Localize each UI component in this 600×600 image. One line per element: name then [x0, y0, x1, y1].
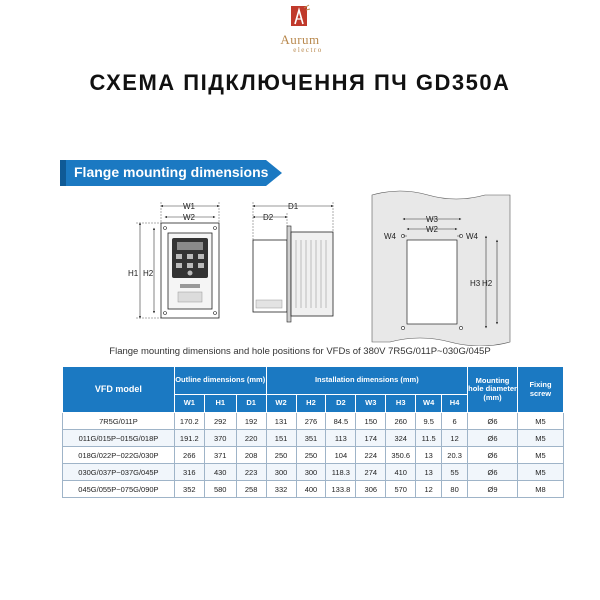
value-cell: 580 [204, 481, 236, 498]
model-cell: 011G/015P~015G/018P [63, 430, 175, 447]
value-cell: 224 [356, 447, 386, 464]
dimensions-table [62, 366, 564, 498]
sub-header-cell: W3 [356, 395, 386, 413]
logo-mark-icon [289, 4, 311, 28]
value-cell: 208 [236, 447, 266, 464]
table-row [63, 481, 564, 498]
value-cell: 274 [356, 464, 386, 481]
value-cell: 260 [386, 413, 416, 430]
front-view-drawing [136, 202, 219, 318]
sub-header-cell: W4 [416, 395, 442, 413]
value-cell: 300 [266, 464, 296, 481]
value-cell: 55 [442, 464, 468, 481]
sub-header-cell: W1 [174, 395, 204, 413]
value-cell: 170.2 [174, 413, 204, 430]
value-cell: 400 [296, 481, 326, 498]
value-cell: 316 [174, 464, 204, 481]
value-cell: 12 [442, 430, 468, 447]
value-cell: Ø6 [468, 464, 518, 481]
label-w3: W3 [426, 215, 438, 224]
value-cell: 133.8 [326, 481, 356, 498]
page-title: СХЕМА ПІДКЛЮЧЕННЯ ПЧ GD350A [89, 70, 511, 95]
value-cell: 13 [416, 464, 442, 481]
brand-name: Aurum [280, 32, 320, 47]
value-cell: 371 [204, 447, 236, 464]
sub-header-cell: D2 [326, 395, 356, 413]
header-fixing-screw: Fixing screw [517, 367, 563, 413]
label-w2: W2 [183, 213, 195, 222]
value-cell: 12 [416, 481, 442, 498]
label-h1: H1 [128, 269, 139, 278]
header-outline: Outline dimensions (mm) [174, 367, 266, 395]
brand-logo [0, 4, 600, 56]
value-cell: 80 [442, 481, 468, 498]
value-cell: 131 [266, 413, 296, 430]
value-cell: M5 [517, 413, 563, 430]
value-cell: 351 [296, 430, 326, 447]
label-h2: H2 [143, 269, 154, 278]
model-cell: 018G/022P~022G/030P [63, 447, 175, 464]
value-cell: M8 [517, 481, 563, 498]
header-installation: Installation dimensions (mm) [266, 367, 467, 395]
table-row [63, 413, 564, 430]
value-cell: 191.2 [174, 430, 204, 447]
value-cell: M5 [517, 447, 563, 464]
value-cell: Ø6 [468, 447, 518, 464]
dimension-drawings [0, 190, 600, 346]
value-cell: 430 [204, 464, 236, 481]
value-cell: 84.5 [326, 413, 356, 430]
value-cell: 113 [326, 430, 356, 447]
value-cell: M5 [517, 464, 563, 481]
label-d1: D1 [288, 202, 299, 211]
table-row [63, 464, 564, 481]
table-row [63, 447, 564, 464]
model-cell: 045G/055P~075G/090P [63, 481, 175, 498]
sub-header-cell: H4 [442, 395, 468, 413]
value-cell: 151 [266, 430, 296, 447]
value-cell: 174 [356, 430, 386, 447]
value-cell: 250 [296, 447, 326, 464]
value-cell: 324 [386, 430, 416, 447]
value-cell: 250 [266, 447, 296, 464]
label-w4-left: W4 [384, 232, 396, 241]
value-cell: 306 [356, 481, 386, 498]
value-cell: 118.3 [326, 464, 356, 481]
table-body [63, 413, 564, 498]
label-d2: D2 [263, 213, 274, 222]
value-cell: M5 [517, 430, 563, 447]
value-cell: 410 [386, 464, 416, 481]
label-w1: W1 [183, 202, 195, 211]
value-cell: 266 [174, 447, 204, 464]
value-cell: Ø6 [468, 430, 518, 447]
value-cell: 258 [236, 481, 266, 498]
value-cell: 9.5 [416, 413, 442, 430]
value-cell: 276 [296, 413, 326, 430]
model-cell: 030G/037P~037G/045P [63, 464, 175, 481]
label-w4-right: W4 [466, 232, 478, 241]
label-h2-cutout: H2 [482, 279, 493, 288]
value-cell: 6 [442, 413, 468, 430]
value-cell: 370 [204, 430, 236, 447]
table-row [63, 430, 564, 447]
value-cell: 11.5 [416, 430, 442, 447]
value-cell: 223 [236, 464, 266, 481]
label-h3: H3 [470, 279, 481, 288]
sub-header-cell: H1 [204, 395, 236, 413]
value-cell: 332 [266, 481, 296, 498]
figure-caption: Flange mounting dimensions and hole positions for VFDs of 380V 7R5G/011P~030G/045P [109, 346, 491, 357]
value-cell: 192 [236, 413, 266, 430]
sub-header-cell: D1 [236, 395, 266, 413]
value-cell: 300 [296, 464, 326, 481]
value-cell: 570 [386, 481, 416, 498]
header-mounting-hole: Mounting hole diameter (mm) [468, 367, 518, 413]
value-cell: 150 [356, 413, 386, 430]
label-w2-cutout: W2 [426, 225, 438, 234]
value-cell: 220 [236, 430, 266, 447]
value-cell: 292 [204, 413, 236, 430]
section-banner-title: Flange mounting dimensions [74, 164, 269, 180]
panel-cutout-drawing [372, 191, 510, 346]
value-cell: 20.3 [442, 447, 468, 464]
value-cell: 104 [326, 447, 356, 464]
sub-header-cell: H2 [296, 395, 326, 413]
header-vfd-model: VFD model [63, 367, 175, 413]
value-cell: Ø6 [468, 413, 518, 430]
value-cell: 13 [416, 447, 442, 464]
sub-header-cell: H3 [386, 395, 416, 413]
sub-header-cell: W2 [266, 395, 296, 413]
value-cell: Ø9 [468, 481, 518, 498]
value-cell: 350.6 [386, 447, 416, 464]
model-cell: 7R5G/011P [63, 413, 175, 430]
brand-subtitle: electro [293, 46, 323, 54]
value-cell: 352 [174, 481, 204, 498]
